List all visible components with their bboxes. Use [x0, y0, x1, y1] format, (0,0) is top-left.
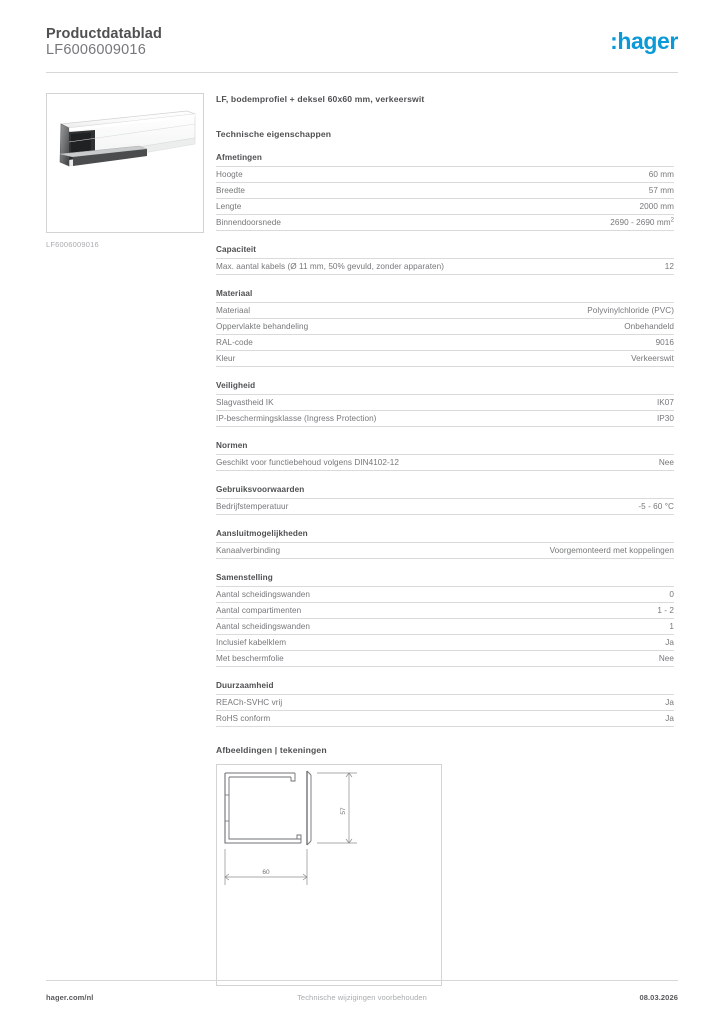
spec-value: IK07: [656, 398, 674, 407]
spec-group-heading: Normen: [216, 440, 674, 455]
product-image-caption: LF6006009016: [46, 240, 99, 249]
hager-logo: :hager: [610, 28, 678, 54]
spec-label: Slagvastheid IK: [216, 398, 274, 407]
spec-value: Voorgemonteerd met koppelingen: [549, 546, 674, 555]
spec-row: [216, 651, 674, 667]
spec-row: [216, 619, 674, 635]
spec-row: [216, 303, 674, 319]
spec-label: Materiaal: [216, 306, 251, 315]
spec-group-heading: Duurzaamheid: [216, 680, 674, 695]
spec-row: [216, 167, 674, 183]
spec-value: IP30: [656, 414, 674, 423]
spec-group: [216, 152, 674, 231]
drawings-title: Afbeeldingen | tekeningen: [216, 745, 327, 755]
spec-value: 2690 - 2690 $mm^2$: [610, 217, 674, 227]
spec-label: Bedrijfstemperatuur: [216, 502, 289, 511]
page-header: [46, 26, 678, 70]
spec-value: Polyvinylchloride (PVC): [587, 306, 674, 315]
spec-value: Verkeerswit: [631, 354, 674, 363]
spec-row: [216, 695, 674, 711]
spec-value: 2000 mm: [639, 202, 674, 211]
spec-row: [216, 319, 674, 335]
spec-row: [216, 635, 674, 651]
spec-label: IP-beschermingsklasse (Ingress Protection): [216, 414, 377, 423]
drawing-width-dimension-label: 60: [262, 869, 270, 876]
header-divider: [46, 72, 678, 73]
spec-row: [216, 455, 674, 471]
spec-row: [216, 543, 674, 559]
spec-value: Ja: [665, 714, 674, 723]
spec-label: Hoogte: [216, 170, 243, 179]
spec-label: Max. aantal kabels (Ø 11 mm, 50% gevuld, zonder apparaten): [216, 262, 445, 271]
spec-row: [216, 587, 674, 603]
spec-group-heading: Materiaal: [216, 288, 674, 303]
spec-label: Breedte: [216, 186, 246, 195]
footer-disclaimer: Technische wijzigingen voorbehouden: [297, 993, 427, 1002]
footer-divider: [46, 980, 678, 981]
spec-row: [216, 411, 674, 427]
spec-value: 57 mm: [648, 186, 674, 195]
product-image-frame: [46, 93, 204, 233]
footer-date: 08.03.2026: [639, 993, 678, 1002]
spec-value: 0: [669, 590, 674, 599]
spec-value: 60 mm: [648, 170, 674, 179]
product-name: LF, bodemprofiel + deksel 60x60 mm, verkeerswit: [216, 94, 425, 104]
spec-group-heading: Samenstelling: [216, 572, 674, 587]
spec-row: [216, 335, 674, 351]
product-photo-icon: [47, 94, 203, 232]
spec-label: RoHS conform: [216, 714, 271, 723]
spec-group: [216, 244, 674, 275]
spec-value: 12: [664, 262, 674, 271]
spec-value: 1 - 2: [657, 606, 674, 615]
spec-group: [216, 380, 674, 427]
spec-group-heading: Aansluitmogelijkheden: [216, 528, 674, 543]
spec-group: [216, 528, 674, 559]
cross-section-drawing-icon: [217, 765, 441, 985]
spec-label: Lengte: [216, 202, 242, 211]
spec-label: Aantal scheidingswanden: [216, 622, 311, 631]
spec-group-heading: Afmetingen: [216, 152, 674, 167]
spec-value: Ja: [665, 638, 674, 647]
spec-label: Binnendoorsnede: [216, 218, 281, 227]
spec-label: Geschikt voor functiebehoud volgens DIN4102-12: [216, 458, 399, 467]
spec-label: Aantal compartimenten: [216, 606, 302, 615]
technical-drawing-frame: [216, 764, 442, 986]
spec-label: RAL-code: [216, 338, 253, 347]
spec-value: Ja: [665, 698, 674, 707]
spec-group: [216, 288, 674, 367]
drawing-height-dimension-label: 57: [340, 807, 347, 815]
spec-row: [216, 395, 674, 411]
spec-row: [216, 603, 674, 619]
spec-label: Oppervlakte behandeling: [216, 322, 309, 331]
spec-groups: [216, 152, 674, 727]
spec-value: -5 - 60 °C: [638, 502, 674, 511]
product-reference: LF6006009016: [46, 42, 146, 58]
spec-value: Onbehandeld: [624, 322, 674, 331]
spec-label: Kleur: [216, 354, 236, 363]
spec-row: [216, 711, 674, 727]
spec-value: Nee: [658, 654, 674, 663]
spec-group: [216, 440, 674, 471]
spec-label: REACh-SVHC vrij: [216, 698, 283, 707]
spec-group-heading: Capaciteit: [216, 244, 674, 259]
spec-row: [216, 215, 674, 231]
spec-row: [216, 259, 674, 275]
spec-group-heading: Veiligheid: [216, 380, 674, 395]
product-figure: [46, 93, 206, 249]
spec-label: Kanaalverbinding: [216, 546, 281, 555]
spec-label: Aantal scheidingswanden: [216, 590, 311, 599]
spec-group-heading: Gebruiksvoorwaarden: [216, 484, 674, 499]
technical-properties-title: Technische eigenschappen: [216, 129, 332, 139]
spec-value: Nee: [658, 458, 674, 467]
spec-label: Inclusief kabelklem: [216, 638, 287, 647]
spec-row: [216, 183, 674, 199]
footer-website-link[interactable]: hager.com/nl: [46, 993, 94, 1002]
page-title: Productdatablad: [46, 26, 162, 42]
spec-row: [216, 351, 674, 367]
spec-row: [216, 499, 674, 515]
page-footer: [46, 993, 678, 1002]
spec-label: Met beschermfolie: [216, 654, 284, 663]
spec-group: [216, 572, 674, 667]
spec-group: [216, 680, 674, 727]
spec-group: [216, 484, 674, 515]
spec-row: [216, 199, 674, 215]
spec-value: 9016: [655, 338, 674, 347]
spec-value: 1: [669, 622, 674, 631]
specifications-column: [216, 93, 674, 986]
